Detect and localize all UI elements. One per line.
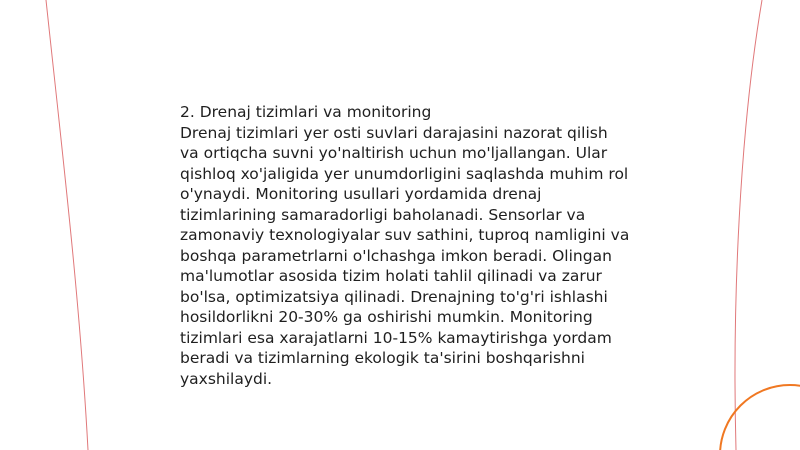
section-body-text: Drenaj tizimlari yer osti suvlari darajasini nazorat qilish va ortiqcha suvni yo'naltirish uchun mo'ljallangan. Ular qishloq xo'jaligida yer unumdorligini saqlashda muhim rol o'ynaydi. Monitoring usullari yordamida drenaj tizimlarining samaradorligi baholanadi. Sensorlar va zamonaviy texnologiyalar suv sathini, tuproq namligini va boshqa parametrlarni o'lchashga imkon beradi. Olingan ma'lumotlar asosida tizim holati tahlil qilinadi va zarur bo'lsa, optimizatsiya qilinadi. Drenajning to'g'ri ishlashi hosildorlikni 20-30% ga oshirishi mumkin. Monitoring tizimlari esa xarajatlarni 10-15% kamaytirishga yordam beradi va tizimlarning ekologik ta'sirini boshqarishni yaxshilaydi. (180, 123, 630, 388)
section-heading: 2. Drenaj tizimlari va monitoring (180, 103, 432, 121)
left-arc-line (46, 0, 88, 450)
right-arc-line (735, 0, 762, 450)
content-text-block (180, 102, 630, 389)
orange-circle-outline (720, 385, 800, 450)
